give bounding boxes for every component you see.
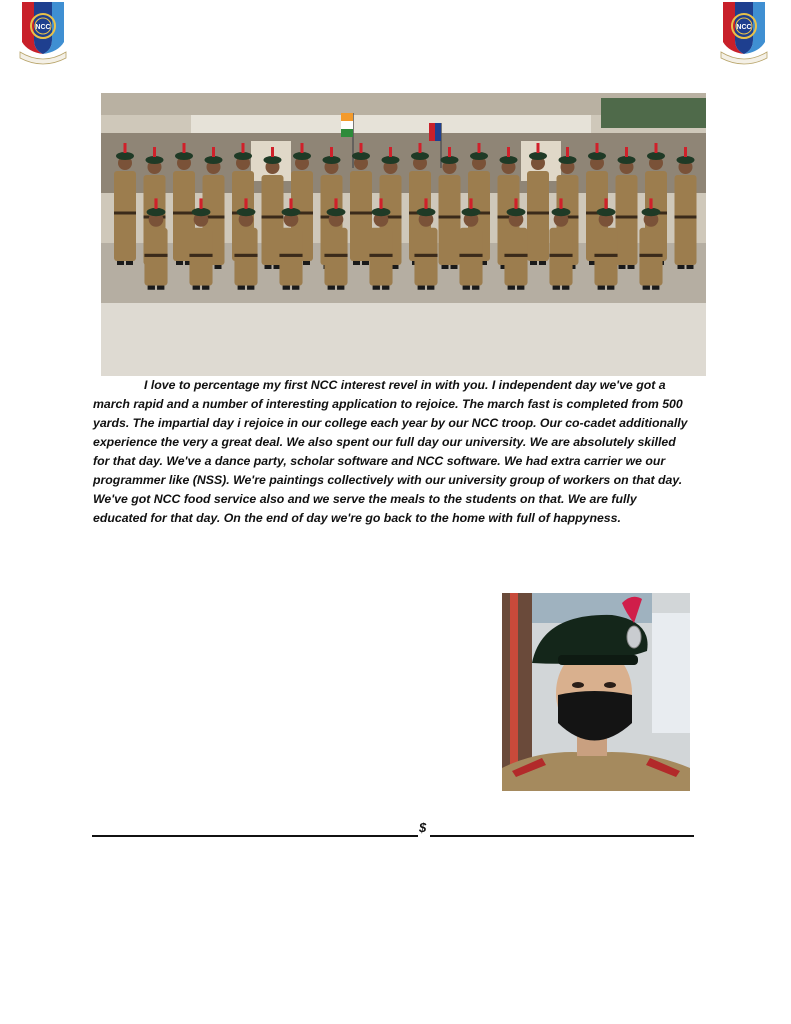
cadet-figure — [594, 198, 617, 289]
cadet-figure — [144, 198, 167, 289]
ncc-logo-left — [16, 0, 70, 66]
cadet-figure — [279, 198, 302, 289]
cadet-figure — [234, 198, 257, 289]
cadet-figure — [504, 198, 527, 289]
cadet-figure — [639, 198, 662, 289]
divider-line — [92, 820, 694, 840]
ncc-emblem-icon — [717, 0, 771, 66]
ncc-emblem-icon — [16, 0, 70, 66]
ncc-logo-right — [717, 0, 771, 66]
body-paragraph: I love to percentage my first NCC interest revel in with you. I independent day we've got a march rapid and a number of interesting application to rejoice. The march fast is completed from 500 yards. The impartial day i rejoice in our college each year by our NCC troop. Our co-cadet additionally experience the very a great deal. We also spent our full day our university. We are absolutely skilled for that day. We've a dance party, scholar software and NCC software. We had extra carrier we our programmer like (NSS). We're paintings collectively with our university group of workers on that day. We've got NCC food service also and we serve the meals to the students on that. We are fully educated for that day. On the end of day we're go back to the home with full of happyness. — [93, 378, 688, 525]
cadet-group-photo — [101, 93, 706, 376]
divider-symbol: $ — [419, 820, 427, 835]
cadet-figure — [324, 198, 347, 289]
cadet-portrait-photo — [502, 593, 690, 791]
divider-left-rule — [92, 835, 418, 837]
divider-right-rule — [430, 835, 694, 837]
cadet-figure — [459, 198, 482, 289]
svg-text:NCC: NCC — [736, 24, 752, 31]
cadet-figure — [549, 198, 572, 289]
svg-text:NCC: NCC — [35, 24, 51, 31]
cadet-figure — [369, 198, 392, 289]
cadet-figure — [189, 198, 212, 289]
cadet-figure — [414, 198, 437, 289]
